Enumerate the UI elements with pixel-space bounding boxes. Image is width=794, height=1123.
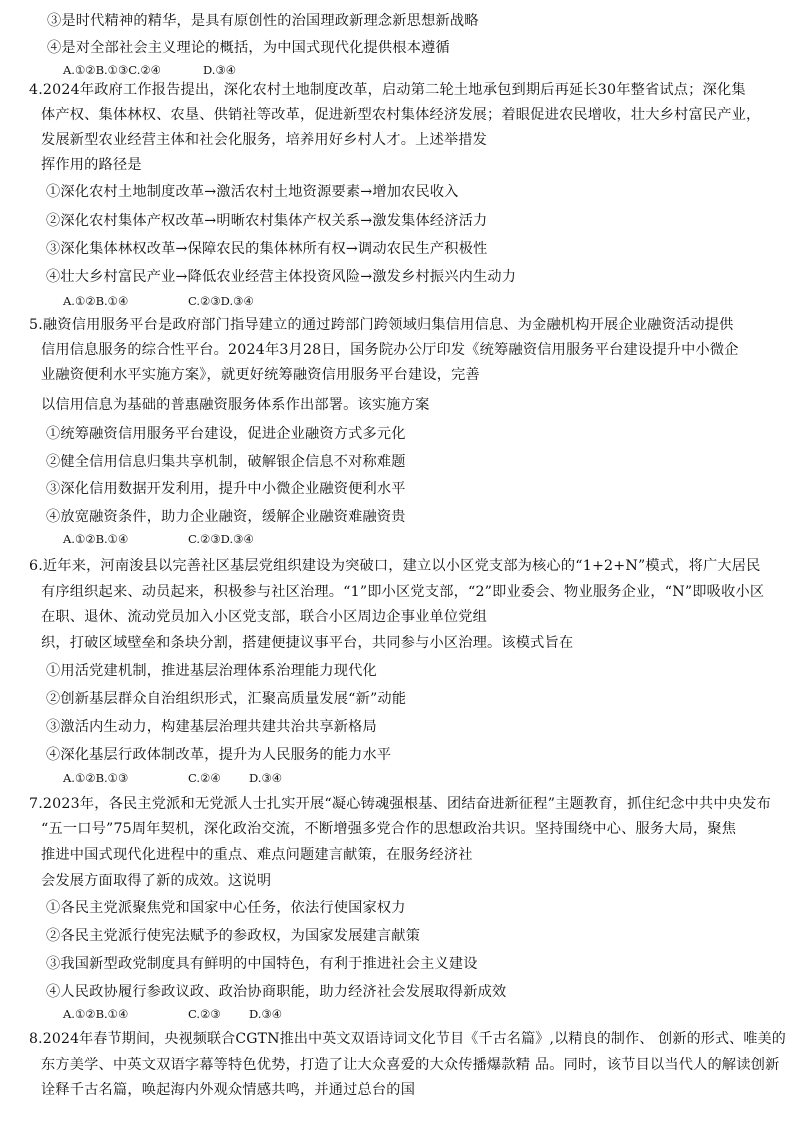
q6-answer-c: C.②④ (188, 771, 221, 785)
q3-answer-ab: A.①②B.①③C.②④ (63, 63, 161, 77)
q6-option-4: ④深化基层行政体制改革，提升为人民服务的能力水平 (46, 747, 392, 763)
q5-stem-line-2: 信用信息服务的综合性平台。2024年3月28日，国务院办公厅印发《统筹融资信用服务平台建设提升中小微企 (41, 342, 739, 358)
q5-option-3: ③深化信用数据开发利用，提升中小微企业融资便利水平 (46, 481, 406, 497)
q4-option-2: ②深化农村集体产权改革→明晰农村集体产权关系→激发集体经济活力 (46, 213, 488, 229)
q4-option-1: ①深化农村土地制度改革→激活农村土地资源要素→增加农民收入 (46, 184, 459, 200)
q5-stem-line-4: 以信用信息为基础的普惠融资服务体系作出部署。该实施方案 (41, 397, 430, 413)
q7-stem-line-4: 会发展方面取得了新的成效。这说明 (41, 873, 272, 889)
q7-answer-ab: A.①②B.①④ (63, 1007, 129, 1021)
q6-option-2: ②创新基层群众自治组织形式，汇聚高质量发展“新”动能 (46, 691, 407, 707)
q3-answer-d: D.③④ (203, 63, 237, 77)
q8-stem-line-3: 诠释千古名篇，唤起海内外观众情感共鸣，并通过总台的国 (41, 1082, 416, 1098)
q6-answer-d: D.③④ (249, 771, 283, 785)
q7-answer-c: C.②③ (188, 1007, 221, 1021)
q6-option-3: ③激活内生动力，构建基层治理共建共治共享新格局 (46, 719, 377, 735)
q7-option-1: ①各民主党派聚焦党和国家中心任务，依法行使国家权力 (46, 900, 406, 916)
q6-stem-line-3: 在职、退休、流动党员加入小区党支部，联合小区周边企事业单位党组 (41, 609, 488, 625)
q5-option-4: ④放宽融资条件，助力企业融资，缓解企业融资难融资贵 (46, 509, 406, 525)
q5-option-1: ①统筹融资信用服务平台建设，促进企业融资方式多元化 (46, 426, 406, 442)
q4-option-3: ③深化集体林权改革→保障农民的集体林所有权→调动农民生产积极性 (46, 241, 488, 257)
q7-stem-line-1: 7.2023年，各民主党派和无党派人士扎实开展“凝心铸魂强根基、团结奋进新征程”主题教育，抓住纪念中共中央发布 (29, 796, 771, 812)
q7-stem-line-3: 推进中国式现代化进程中的重点、难点问题建言献策，在服务经济社 (41, 847, 473, 863)
q5-answer-ab: A.①②B.①④ (63, 532, 129, 546)
q4-answer-cd: C.②③D.③④ (188, 294, 254, 308)
q6-answer-ab: A.①②B.①③ (63, 771, 129, 785)
q4-option-4: ④壮大乡村富民产业→降低农业经营主体投资风险→激发乡村振兴内生动力 (46, 269, 517, 285)
q6-stem-line-2: 有序组织起来、动员起来，积极参与社区治理。“1”即小区党支部，“2”即业委会、物业服务企业，“N”即吸收小区 (41, 584, 765, 600)
q7-option-2: ②各民主党派行使宪法赋予的参政权，为国家发展建言献策 (46, 928, 421, 944)
q7-option-4: ④人民政协履行参政议政、政治协商职能，助力经济社会发展取得新成效 (46, 984, 507, 1000)
q5-stem-line-3: 业融资便利水平实施方案》，就更好统筹融资信用服务平台建设，完善 (41, 367, 480, 383)
q6-stem-line-1: 6.近年来，河南浚县以完善社区基层党组织建设为突破口，建立以小区党支部为核心的“1+2+N”模式，将广大居民 (29, 558, 761, 574)
q8-stem-line-1: 8.2024年春节期间，央视频联合CGTN推出中英文双语诗词文化节目《千古名篇》,以精良的制作、 创新的形式、唯美的 (29, 1031, 786, 1047)
q7-stem-line-2: “五一口号”75周年契机，深化政治交流，不断增强多党合作的思想政治共识。坚持围绕中心、服务大局，聚焦 (41, 821, 737, 837)
q5-answer-cd: C.②③D.③④ (188, 532, 254, 546)
q8-stem-line-2: 东方美学、中英文双语字幕等特色优势，打造了让大众喜爱的大众传播爆款精 品。同时，该节目以当代人的解读创新 (41, 1057, 780, 1073)
q6-stem-line-4: 织，打破区域壁垒和条块分割，搭建便捷议事平台，共同参与小区治理。该模式旨在 (41, 635, 574, 651)
q7-answer-d: D.③④ (249, 1007, 283, 1021)
q4-stem-line-4: 挥作用的路径是 (41, 157, 142, 173)
q6-option-1: ①用活党建机制，推进基层治理体系治理能力现代化 (46, 663, 377, 679)
q5-option-2: ②健全信用信息归集共享机制，破解银企信息不对称难题 (46, 454, 406, 470)
q4-answer-ab: A.①②B.①④ (63, 294, 129, 308)
q4-stem-line-2: 体产权、集体林权、农垦、供销社等改革，促进新型农村集体经济发展；着眼促进农民增收，壮大乡村富民产业， (41, 107, 761, 123)
q3-option-4: ④是对全部社会主义理论的概括，为中国式现代化提供根本遵循 (47, 40, 450, 56)
q3-option-3: ③是时代精神的精华，是具有原创性的治国理政新理念新思想新战略 (47, 13, 479, 29)
q5-stem-line-1: 5.融资信用服务平台是政府部门指导建立的通过跨部门跨领域归集信用信息、为金融机构开展企业融资活动提供 (29, 317, 734, 333)
q4-stem-line-3: 发展新型农业经营主体和社会化服务，培养用好乡村人才。上述举措发 (41, 132, 488, 148)
q4-stem-line-1: 4.2024年政府工作报告提出，深化农村土地制度改革，启动第二轮土地承包到期后再延长30年整省试点；深化集 (29, 82, 746, 98)
q7-option-3: ③我国新型政党制度具有鲜明的中国特色，有利于推进社会主义建设 (46, 956, 478, 972)
